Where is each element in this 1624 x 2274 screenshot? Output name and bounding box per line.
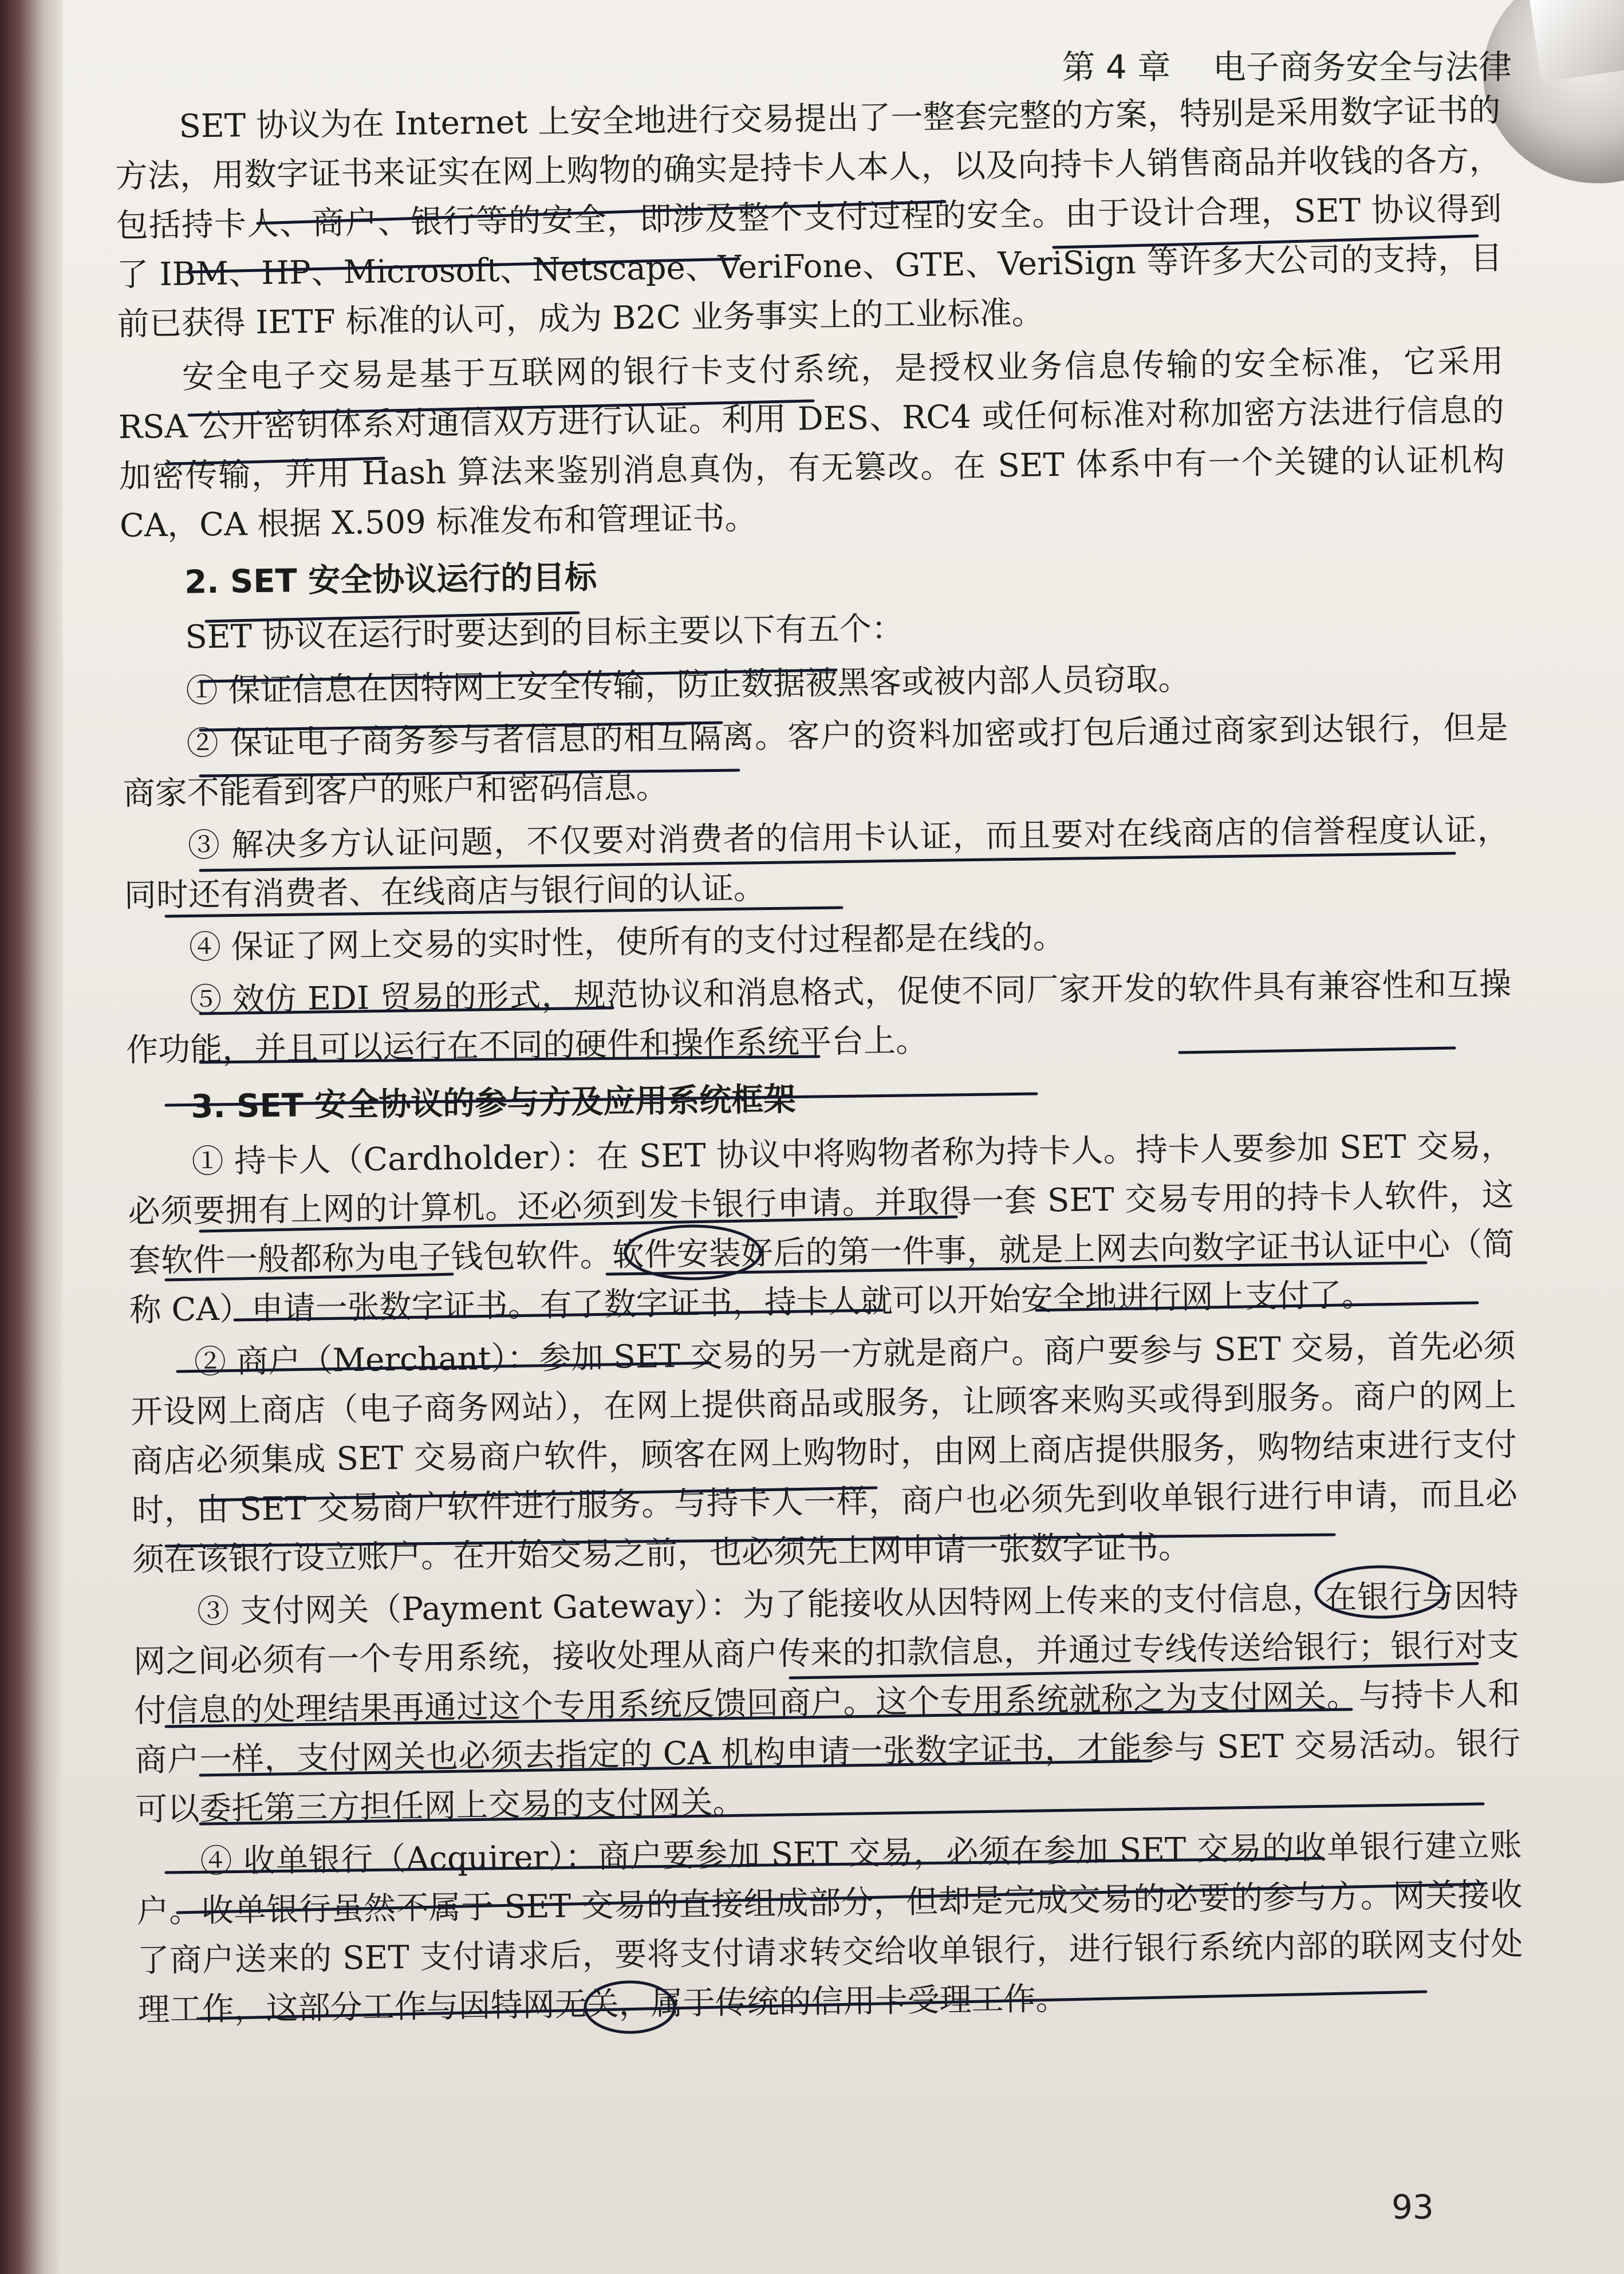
participant-payment-gateway: ③ 支付网关（Payment Gateway）：为了能接收从因特网上传来的支付信息，在银行与因特网之间必须有一个专用系统，接收处理从商户传来的扣款信息，并通过专线传送给银行；银行对支付信息的处理结果再通过这个专用系统反馈回商户。这个专用系统就称之为支付网关。与持卡人和商户一样，支付网关也必须去指定的 CA 机构申请一张数字证书，才能参与 SET 交易活动。银行可以委托第三方担任网上交易的支付网关。 (133, 1577, 1521, 1828)
goal-item-4: ④ 保证了网上交易的实时性，使所有的支付过程都是在线的。 (188, 918, 1066, 967)
participant-acquirer: ④ 收单银行（Acquirer）：商户要参加 SET 交易，必须在参加 SET 交易的收单银行建立账户。收单银行虽然不属于 SET 交易的直接组成部分，但却是完成交易的必要的参与方。网关接收了商户送来的 SET 支付请求后，要将支付请求转交给收单银行，进行银行系统内部的联网支付处理工作，这部分工作与因特网无关，属于传统的信用卡受理工作。 (136, 1827, 1523, 2029)
intro-paragraph-1: SET 协议为在 Internet 上安全地进行交易提出了一整套完整的方案，特别是采用数字证书的方法，用数字证书来证实在网上购物的确实是持卡人本人，以及向持卡人销售商品并收钱的各方，包括持卡人、商户、银行等的安全，即涉及整个支付过程的安全。由于设计合理，SET 协议得到了 IBM、HP、Microsoft、Netscape、VeriFone、GTE、VeriSign 等许多大公司的支持，目前已获得 IETF 标准的认可，成为 B2C 业务事实上的工业标准。 (115, 92, 1503, 343)
goal-item-5: ⑤ 效仿 EDI 贸易的形式，规范协议和消息格式，促使不同厂家开发的软件具有兼容性和互操作功能，并且可以运行在不同的硬件和操作系统平台上。 (125, 965, 1512, 1069)
goal-item-2: ② 保证电子商务参与者信息的相互隔离。客户的资料加密或打包后通过商家到达银行，但是商家不能看到客户的账户和密码信息。 (123, 709, 1508, 813)
chapter-emblem-image (1483, 0, 1624, 183)
participant-cardholder: ① 持卡人（Cardholder）：在 SET 协议中将购物者称为持卡人。持卡人要参加 SET 交易，必须要拥有上网的计算机。还必须到发卡银行申请。并取得一套 SET 交易专用的持卡人软件，这套软件一般都称为电子钱包软件。软件安装好后的第一件事，就是上网去向数字证书认证中心（简称 CA）申请一张数字证书。有了数字证书，持卡人就可以开始安全地进行网上支付了。 (128, 1127, 1515, 1329)
emblem-envelope-graphic (1530, 0, 1624, 82)
page-number: 93 (1392, 2188, 1434, 2226)
goal-item-1: ① 保证信息在因特网上安全传输，防止数据被黑客或被内部人员窃取。 (186, 660, 1191, 710)
intro-paragraph-2: 安全电子交易是基于互联网的银行卡支付系统，是授权业务信息传输的安全标准，它采用 RSA 公开密钥体系对通信双方进行认证。利用 DES、RC4 或任何标准对称加密方法进行信息的加密传输，并用 Hash 算法来鉴别消息真伪，有无篡改。在 SET 体系中有一个关键的认证机构 CA，CA 根据 X.509 标准发布和管理证书。 (118, 342, 1505, 545)
book-page (63, 0, 1624, 2274)
goal-item-3: ③ 解决多方认证问题，不仅要对消费者的信用卡认证，而且要对在线商店的信誉程度认证，同时还有消费者、在线商店与银行间的认证。 (124, 811, 1510, 915)
section-2-lead: SET 协议在运行时要达到的目标主要以下有五个： (185, 610, 904, 656)
chapter-title: 电子商务安全与法律 (1212, 48, 1512, 86)
book-spine-edge (0, 0, 63, 2274)
running-header (996, 40, 1512, 88)
section-2-heading: 2. SET 安全协议运行的目标 (184, 558, 597, 601)
participant-merchant: ② 商户（Merchant）：参加 SET 交易的另一方就是商户。商户要参与 SET 交易，首先必须开设网上商店（电子商务网站），在网上提供商品或服务，让顾客来购买或得到服务。商户的网上商店必须集成 SET 交易商户软件，顾客在网上购物时，由网上商店提供服务，购物结束进行支付时，由 SET 交易商户软件进行服务。与持卡人一样，商户也必须先到收单银行进行申请，而且必须在该银行设立账户。在开始交易之前，也必须先上网申请一张数字证书。 (130, 1327, 1518, 1579)
section-3-heading: 3. SET 安全协议的参与方及应用系统框架 (191, 1081, 796, 1126)
body-text (115, 86, 1524, 2038)
chapter-number: 第 4 章 (1062, 48, 1171, 86)
